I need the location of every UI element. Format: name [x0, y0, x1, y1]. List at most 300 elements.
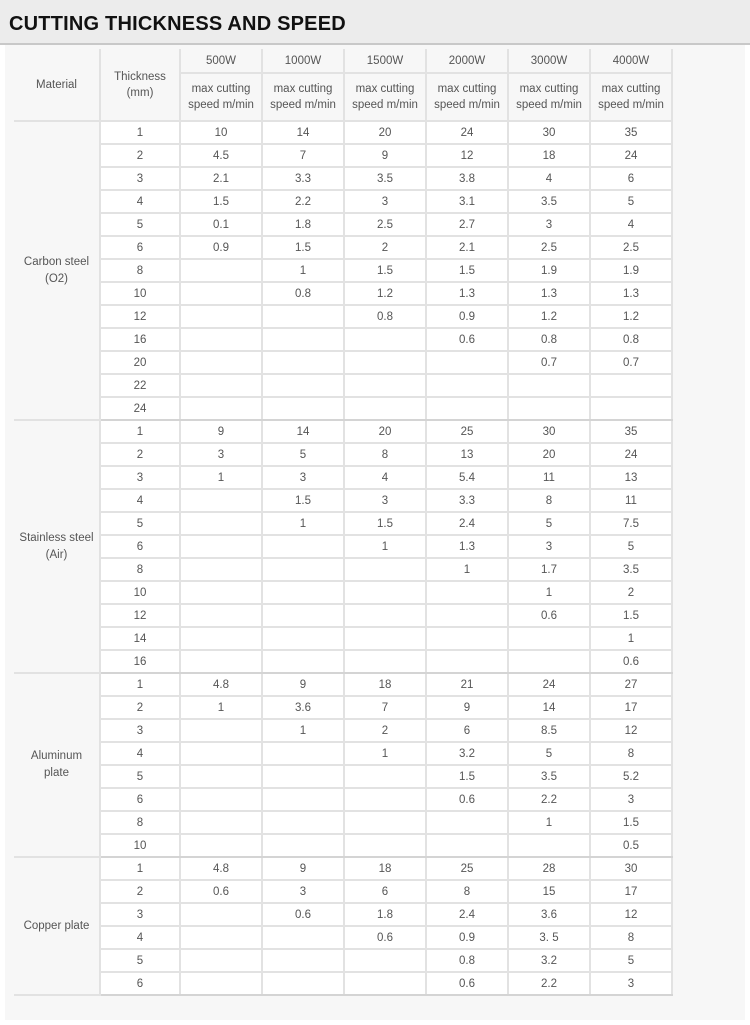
speed-cell: 3.1 [426, 190, 508, 213]
speed-cell: 0.9 [180, 236, 262, 259]
speed-cell: 27 [590, 673, 672, 696]
speed-cell: 0.1 [180, 213, 262, 236]
speed-cell: 1.7 [508, 558, 590, 581]
speed-cell: 1 [180, 466, 262, 489]
speed-cell [426, 811, 508, 834]
material-cell [14, 857, 100, 995]
speed-header-line2: speed m/min [516, 99, 582, 111]
speed-cell: 11 [590, 489, 672, 512]
speed-cell: 3.5 [590, 558, 672, 581]
thickness-header-label: Thickness [114, 70, 166, 83]
speed-cell: 2 [344, 719, 426, 742]
table-row [14, 144, 672, 167]
speed-cell [344, 811, 426, 834]
cutting-speed-table [14, 49, 673, 996]
table-row [14, 650, 672, 673]
speed-cell: 1 [262, 512, 344, 535]
speed-header-line2: speed m/min [598, 99, 664, 111]
speed-cell [262, 305, 344, 328]
speed-cell: 1 [180, 696, 262, 719]
speed-cell: 5 [508, 742, 590, 765]
speed-cell [508, 650, 590, 673]
speed-cell: 1.3 [426, 535, 508, 558]
speed-cell [180, 489, 262, 512]
speed-cell: 18 [508, 144, 590, 167]
speed-cell: 12 [426, 144, 508, 167]
speed-cell [426, 627, 508, 650]
speed-cell [344, 397, 426, 420]
speed-cell [180, 650, 262, 673]
table-row [14, 351, 672, 374]
speed-cell: 14 [262, 420, 344, 443]
speed-cell: 3.5 [344, 167, 426, 190]
speed-cell: 2.4 [426, 903, 508, 926]
speed-cell: 24 [508, 673, 590, 696]
speed-cell: 2.2 [262, 190, 344, 213]
speed-cell: 1 [344, 535, 426, 558]
speed-cell: 1.5 [426, 765, 508, 788]
speed-cell [180, 328, 262, 351]
thickness-cell: 6 [100, 788, 180, 811]
table-row [14, 121, 672, 144]
table-row [14, 466, 672, 489]
speed-cell: 1.5 [426, 259, 508, 282]
speed-cell [262, 581, 344, 604]
speed-cell: 5 [590, 535, 672, 558]
table-row [14, 443, 672, 466]
power-header: 500W [180, 49, 262, 73]
speed-header [344, 73, 426, 121]
table-row [14, 305, 672, 328]
speed-cell: 1.3 [508, 282, 590, 305]
speed-cell: 3 [508, 213, 590, 236]
speed-cell: 0.6 [426, 328, 508, 351]
speed-cell: 1.5 [590, 811, 672, 834]
speed-cell: 2 [344, 236, 426, 259]
material-cell [14, 121, 100, 420]
speed-cell [180, 282, 262, 305]
table-row [14, 765, 672, 788]
speed-cell: 3.6 [508, 903, 590, 926]
thickness-cell: 6 [100, 972, 180, 995]
speed-cell: 35 [590, 121, 672, 144]
thickness-header [100, 49, 180, 121]
table-row [14, 742, 672, 765]
speed-cell: 0.9 [426, 305, 508, 328]
power-header: 2000W [426, 49, 508, 73]
thickness-cell: 16 [100, 650, 180, 673]
speed-header-line1: max cutting [519, 83, 579, 95]
speed-cell: 4 [344, 466, 426, 489]
speed-cell: 3 [344, 489, 426, 512]
speed-cell: 8 [590, 926, 672, 949]
speed-cell: 1.2 [508, 305, 590, 328]
table-row [14, 489, 672, 512]
table-row [14, 696, 672, 719]
title-bar [0, 0, 750, 45]
table-row [14, 167, 672, 190]
speed-cell [180, 374, 262, 397]
speed-cell: 24 [426, 121, 508, 144]
speed-cell: 30 [508, 420, 590, 443]
speed-header-line2: speed m/min [352, 99, 418, 111]
table-body [14, 121, 672, 995]
thickness-cell: 12 [100, 305, 180, 328]
speed-cell [508, 397, 590, 420]
thickness-cell: 2 [100, 880, 180, 903]
speed-header-line1: max cutting [437, 83, 497, 95]
speed-cell [590, 374, 672, 397]
speed-cell: 8 [344, 443, 426, 466]
speed-cell: 11 [508, 466, 590, 489]
speed-cell: 9 [262, 673, 344, 696]
thickness-cell: 3 [100, 466, 180, 489]
speed-cell: 2.2 [508, 972, 590, 995]
speed-cell: 2.1 [426, 236, 508, 259]
speed-header [180, 73, 262, 121]
speed-cell: 0.9 [426, 926, 508, 949]
speed-cell: 7.5 [590, 512, 672, 535]
speed-cell [262, 811, 344, 834]
thickness-cell: 20 [100, 351, 180, 374]
speed-cell: 0.7 [508, 351, 590, 374]
speed-cell: 3.2 [508, 949, 590, 972]
speed-cell: 0.7 [590, 351, 672, 374]
speed-header [590, 73, 672, 121]
table-row [14, 719, 672, 742]
table-row [14, 328, 672, 351]
table-row [14, 949, 672, 972]
speed-cell [180, 581, 262, 604]
speed-header-line2: speed m/min [270, 99, 336, 111]
thickness-cell: 5 [100, 765, 180, 788]
speed-cell [426, 351, 508, 374]
speed-cell [180, 788, 262, 811]
speed-cell [180, 535, 262, 558]
speed-header-line2: speed m/min [188, 99, 254, 111]
speed-cell: 17 [590, 880, 672, 903]
speed-cell: 2.1 [180, 167, 262, 190]
speed-cell [344, 972, 426, 995]
speed-cell: 1.8 [344, 903, 426, 926]
speed-cell [262, 742, 344, 765]
material-cell [14, 420, 100, 673]
speed-cell: 9 [426, 696, 508, 719]
speed-cell [262, 374, 344, 397]
speed-cell [262, 535, 344, 558]
speed-cell: 6 [590, 167, 672, 190]
speed-cell: 5 [590, 949, 672, 972]
speed-cell: 1.8 [262, 213, 344, 236]
speed-cell: 15 [508, 880, 590, 903]
speed-cell: 7 [262, 144, 344, 167]
thickness-cell: 3 [100, 167, 180, 190]
speed-cell [262, 351, 344, 374]
speed-cell: 24 [590, 144, 672, 167]
speed-cell: 25 [426, 420, 508, 443]
speed-cell [180, 972, 262, 995]
material-name: Stainless steel [19, 531, 94, 544]
speed-cell [180, 719, 262, 742]
thickness-cell: 4 [100, 489, 180, 512]
speed-cell: 30 [508, 121, 590, 144]
speed-cell: 0.6 [508, 604, 590, 627]
speed-cell: 3 [590, 788, 672, 811]
speed-cell [180, 949, 262, 972]
thickness-cell: 1 [100, 673, 180, 696]
speed-cell [262, 328, 344, 351]
speed-cell [426, 397, 508, 420]
speed-cell: 9 [180, 420, 262, 443]
speed-cell: 2.5 [590, 236, 672, 259]
material-gas: (Air) [45, 548, 68, 561]
speed-cell: 4.5 [180, 144, 262, 167]
speed-cell [180, 604, 262, 627]
speed-cell [262, 834, 344, 857]
table-row [14, 811, 672, 834]
thickness-cell: 8 [100, 558, 180, 581]
speed-cell: 5.4 [426, 466, 508, 489]
speed-cell: 0.6 [262, 903, 344, 926]
speed-cell [180, 259, 262, 282]
speed-cell: 9 [262, 857, 344, 880]
speed-cell [262, 788, 344, 811]
speed-cell: 1.3 [590, 282, 672, 305]
speed-header-line1: max cutting [273, 83, 333, 95]
speed-cell [344, 949, 426, 972]
speed-cell [262, 627, 344, 650]
table-row [14, 604, 672, 627]
speed-cell: 20 [344, 420, 426, 443]
speed-cell [180, 811, 262, 834]
speed-cell: 3 [508, 535, 590, 558]
speed-cell: 3.8 [426, 167, 508, 190]
speed-cell: 0.6 [426, 972, 508, 995]
speed-cell [180, 558, 262, 581]
speed-cell: 10 [180, 121, 262, 144]
speed-cell: 5 [590, 190, 672, 213]
thickness-cell: 6 [100, 535, 180, 558]
speed-cell: 0.8 [426, 949, 508, 972]
thickness-cell: 2 [100, 443, 180, 466]
power-header: 3000W [508, 49, 590, 73]
table-row [14, 788, 672, 811]
speed-cell: 0.8 [262, 282, 344, 305]
thickness-cell: 6 [100, 236, 180, 259]
speed-cell: 8 [590, 742, 672, 765]
thickness-cell: 8 [100, 811, 180, 834]
power-header: 1000W [262, 49, 344, 73]
speed-cell: 8 [508, 489, 590, 512]
speed-cell: 6 [426, 719, 508, 742]
speed-cell: 0.5 [590, 834, 672, 857]
table-row [14, 673, 672, 696]
thickness-cell: 10 [100, 282, 180, 305]
thickness-cell: 12 [100, 604, 180, 627]
speed-header [426, 73, 508, 121]
speed-cell: 1.5 [262, 236, 344, 259]
material-header: Material [14, 49, 100, 121]
page-title: CUTTING THICKNESS AND SPEED [9, 13, 346, 35]
speed-cell: 17 [590, 696, 672, 719]
speed-cell: 2.7 [426, 213, 508, 236]
table-row [14, 282, 672, 305]
speed-cell: 3 [262, 466, 344, 489]
speed-cell [426, 604, 508, 627]
thickness-cell: 14 [100, 627, 180, 650]
speed-cell: 0.8 [590, 328, 672, 351]
speed-header-line2: speed m/min [434, 99, 500, 111]
speed-cell [344, 650, 426, 673]
speed-cell [180, 305, 262, 328]
speed-cell: 28 [508, 857, 590, 880]
speed-cell: 30 [590, 857, 672, 880]
speed-cell [180, 627, 262, 650]
speed-cell [344, 558, 426, 581]
speed-cell: 2.2 [508, 788, 590, 811]
speed-cell [262, 558, 344, 581]
thickness-cell: 1 [100, 857, 180, 880]
speed-header-line1: max cutting [601, 83, 661, 95]
table-row [14, 236, 672, 259]
table-row [14, 857, 672, 880]
power-header-row [14, 49, 672, 73]
thickness-cell: 3 [100, 719, 180, 742]
speed-cell: 1 [344, 742, 426, 765]
material-gas: (O2) [45, 272, 68, 285]
table-row [14, 834, 672, 857]
speed-cell: 3. 5 [508, 926, 590, 949]
speed-cell: 2 [590, 581, 672, 604]
speed-cell [180, 351, 262, 374]
speed-cell: 35 [590, 420, 672, 443]
speed-cell [180, 834, 262, 857]
speed-cell [344, 765, 426, 788]
speed-cell: 1 [262, 719, 344, 742]
speed-cell: 3.5 [508, 765, 590, 788]
thickness-cell: 24 [100, 397, 180, 420]
table-row [14, 627, 672, 650]
speed-cell: 0.8 [344, 305, 426, 328]
speed-cell [262, 972, 344, 995]
thickness-cell: 5 [100, 512, 180, 535]
thickness-cell: 4 [100, 190, 180, 213]
table-row [14, 926, 672, 949]
speed-cell: 1.9 [590, 259, 672, 282]
speed-cell: 4.8 [180, 857, 262, 880]
speed-header [262, 73, 344, 121]
material-gas: plate [44, 767, 69, 779]
thickness-cell: 22 [100, 374, 180, 397]
speed-cell: 6 [344, 880, 426, 903]
speed-cell: 8.5 [508, 719, 590, 742]
material-cell [14, 673, 100, 857]
table-row [14, 420, 672, 443]
table-row [14, 213, 672, 236]
speed-cell [262, 650, 344, 673]
speed-cell [508, 834, 590, 857]
speed-cell: 3.3 [262, 167, 344, 190]
speed-cell: 21 [426, 673, 508, 696]
power-header: 1500W [344, 49, 426, 73]
speed-cell: 1 [508, 581, 590, 604]
speed-cell [180, 742, 262, 765]
speed-cell: 13 [426, 443, 508, 466]
speed-cell: 14 [508, 696, 590, 719]
thickness-cell: 3 [100, 903, 180, 926]
speed-cell [426, 650, 508, 673]
table-row [14, 259, 672, 282]
speed-cell [180, 765, 262, 788]
material-name: Copper plate [23, 919, 90, 932]
speed-cell: 3 [344, 190, 426, 213]
speed-header-line1: max cutting [355, 83, 415, 95]
speed-cell: 1 [508, 811, 590, 834]
speed-cell [262, 926, 344, 949]
speed-cell [426, 581, 508, 604]
speed-cell: 1 [426, 558, 508, 581]
thickness-cell: 16 [100, 328, 180, 351]
speed-cell: 0.6 [590, 650, 672, 673]
speed-cell: 0.8 [508, 328, 590, 351]
speed-cell: 1.5 [262, 489, 344, 512]
speed-cell: 3.5 [508, 190, 590, 213]
thickness-cell: 5 [100, 949, 180, 972]
table-row [14, 581, 672, 604]
material-name: Aluminum [30, 750, 83, 762]
speed-cell: 24 [590, 443, 672, 466]
speed-cell: 12 [590, 719, 672, 742]
speed-cell [344, 834, 426, 857]
speed-cell: 5 [508, 512, 590, 535]
speed-cell [344, 627, 426, 650]
speed-cell: 3 [262, 880, 344, 903]
speed-cell [262, 765, 344, 788]
speed-cell: 14 [262, 121, 344, 144]
speed-cell [262, 397, 344, 420]
speed-cell: 2.5 [344, 213, 426, 236]
thickness-cell: 4 [100, 742, 180, 765]
speed-cell: 3 [590, 972, 672, 995]
power-header: 4000W [590, 49, 672, 73]
speed-cell: 0.6 [180, 880, 262, 903]
speed-cell [262, 949, 344, 972]
speed-cell: 1.5 [344, 259, 426, 282]
table-row [14, 535, 672, 558]
speed-cell: 25 [426, 857, 508, 880]
speed-cell: 1.2 [590, 305, 672, 328]
speed-cell: 7 [344, 696, 426, 719]
table-row [14, 903, 672, 926]
speed-cell: 1.2 [344, 282, 426, 305]
thickness-cell: 2 [100, 696, 180, 719]
speed-cell [180, 903, 262, 926]
table-row [14, 880, 672, 903]
speed-cell: 8 [426, 880, 508, 903]
thickness-cell: 1 [100, 121, 180, 144]
speed-cell [344, 328, 426, 351]
speed-cell [590, 397, 672, 420]
speed-cell [180, 512, 262, 535]
speed-cell: 18 [344, 673, 426, 696]
speed-cell [426, 374, 508, 397]
speed-cell: 4.8 [180, 673, 262, 696]
speed-cell: 5.2 [590, 765, 672, 788]
speed-header [508, 73, 590, 121]
speed-cell: 1.3 [426, 282, 508, 305]
speed-cell [508, 374, 590, 397]
speed-cell [344, 581, 426, 604]
